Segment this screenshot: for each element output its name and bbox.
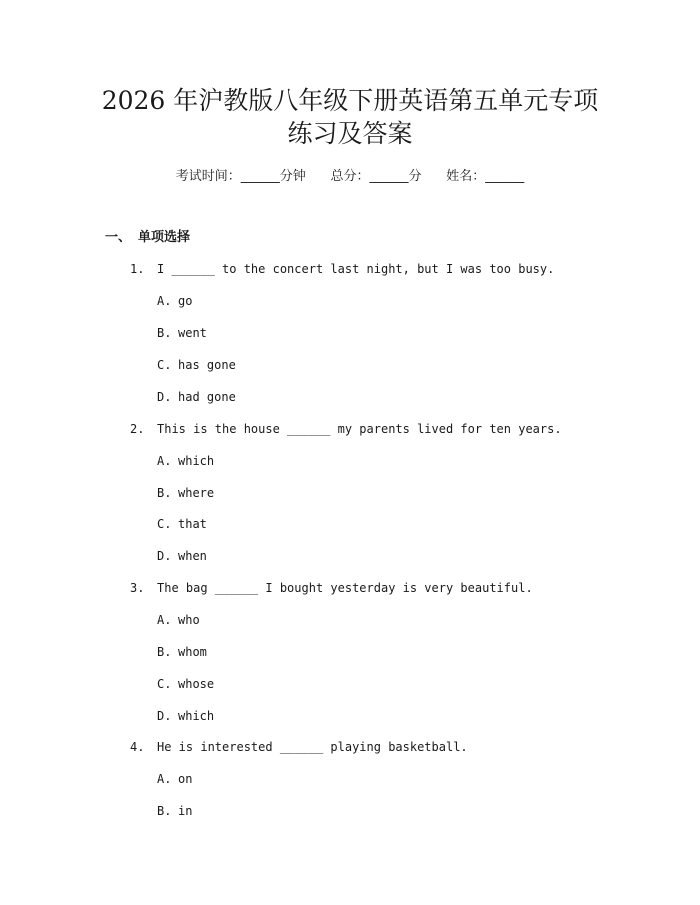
option-3-c: [157, 676, 214, 692]
question-text: He is interested ______ playing basketball.: [157, 740, 468, 754]
option-text: where: [178, 486, 215, 500]
question-2: [130, 421, 562, 437]
option-2-d: [157, 548, 207, 564]
option-letter: A.: [157, 294, 172, 308]
option-text: has gone: [178, 358, 236, 372]
question-4: [130, 739, 468, 755]
question-number: 1.: [130, 262, 145, 276]
option-2-a: [157, 453, 214, 469]
option-text: that: [178, 517, 207, 531]
option-letter: D.: [157, 390, 172, 404]
option-text: which: [178, 709, 215, 723]
option-letter: C.: [157, 517, 172, 531]
question-number: 4.: [130, 740, 145, 754]
option-2-b: [157, 485, 214, 501]
option-4-a: [157, 771, 192, 787]
option-text: whom: [178, 645, 207, 659]
option-letter: B.: [157, 645, 172, 659]
option-text: when: [178, 549, 207, 563]
option-3-b: [157, 644, 207, 660]
option-1-b: [157, 325, 207, 341]
option-letter: C.: [157, 677, 172, 691]
option-letter: C.: [157, 358, 172, 372]
option-1-c: [157, 357, 236, 373]
question-1: [130, 261, 554, 277]
question-text: I ______ to the concert last night, but I was too busy.: [157, 262, 555, 276]
option-3-a: [157, 612, 200, 628]
option-text: went: [178, 326, 207, 340]
section-heading: [105, 229, 190, 247]
question-text: The bag ______ I bought yesterday is very beautiful.: [157, 581, 533, 595]
option-letter: D.: [157, 549, 172, 563]
option-1-a: [157, 293, 192, 309]
option-text: go: [178, 294, 193, 308]
option-letter: B.: [157, 326, 172, 340]
option-text: whose: [178, 677, 215, 691]
section-title: 单项选择: [138, 230, 191, 245]
question-number: 3.: [130, 581, 145, 595]
document-title-line-1: 2026 年沪教版八年级下册英语第五单元专项: [101, 86, 599, 115]
option-letter: A.: [157, 454, 172, 468]
option-text: on: [178, 772, 193, 786]
option-2-c: [157, 516, 207, 532]
question-text: This is the house ______ my parents lived for ten years.: [157, 422, 562, 436]
option-letter: D.: [157, 709, 172, 723]
document-title-line-2: 练习及答案: [287, 119, 413, 148]
section-number: 一、: [105, 230, 132, 245]
option-letter: B.: [157, 804, 172, 818]
option-3-d: [157, 708, 214, 724]
option-letter: A.: [157, 613, 172, 627]
option-4-b: [157, 803, 192, 819]
option-1-d: [157, 389, 236, 405]
question-3: [130, 580, 533, 596]
option-text: in: [178, 804, 193, 818]
option-letter: A.: [157, 772, 172, 786]
exam-info-line: 考试时间：______分钟 总分：______分 姓名：______: [175, 169, 525, 184]
option-text: who: [178, 613, 200, 627]
option-text: which: [178, 454, 215, 468]
question-number: 2.: [130, 422, 145, 436]
option-letter: B.: [157, 486, 172, 500]
option-text: had gone: [178, 390, 236, 404]
